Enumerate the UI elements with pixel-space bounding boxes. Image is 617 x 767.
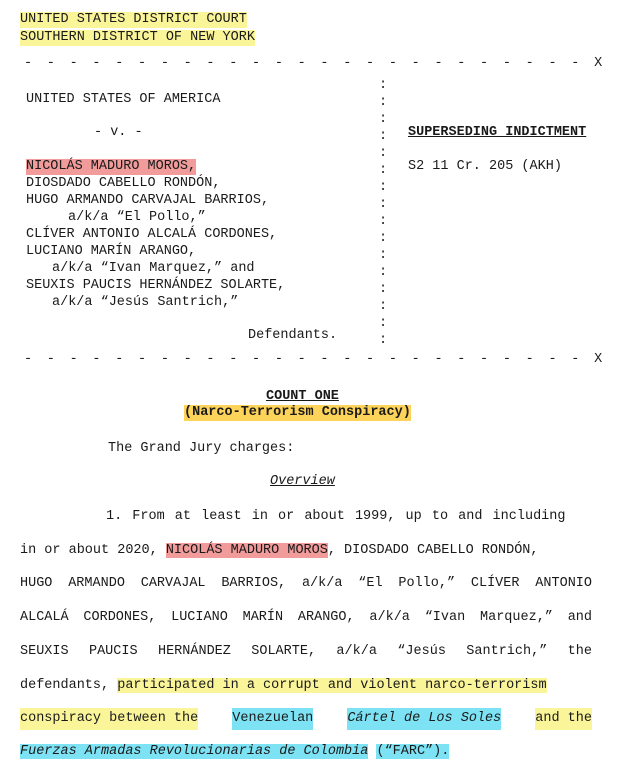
defendant-alias: a/k/a “El Pollo,” [68, 210, 206, 225]
organization-highlight: Venezuelan [232, 708, 313, 730]
versus-label: - v. - [94, 125, 143, 140]
court-name-line1: UNITED STATES DISTRICT COURT [20, 12, 247, 27]
defendant-name: HUGO ARMANDO CARVAJAL BARRIOS, [26, 193, 270, 208]
document-type: SUPERSEDING INDICTMENT [408, 125, 587, 140]
case-number: S2 11 Cr. 205 (AKH) [408, 159, 562, 174]
caption-rule-bottom: - - - - - - - - - - - - - - - - - - - - - - - - - X [24, 352, 606, 367]
paragraph-line: SEUXIS PAUCIS HERNÁNDEZ SOLARTE, a/k/a “Jesús Santrich,” the [20, 644, 592, 659]
defendant-alias: a/k/a “Ivan Marquez,” and [52, 261, 255, 276]
plaintiff-name: UNITED STATES OF AMERICA [26, 92, 221, 107]
section-heading: Overview [270, 474, 335, 489]
paragraph-line: 1. From at least in or about 1999, up to and including [106, 509, 566, 524]
defendant-name-highlight: NICOLÁS MADURO MOROS [165, 543, 328, 558]
defendant-name: DIOSDADO CABELLO RONDÓN, [26, 176, 221, 191]
count-title: COUNT ONE [266, 389, 339, 404]
organization-acronym: (“FARC”). [376, 744, 450, 759]
conspiracy-highlight: participated in a corrupt and violent narco-terrorism [117, 678, 547, 693]
defendant-name: LUCIANO MARÍN ARANGO, [26, 244, 197, 259]
paragraph-line: HUGO ARMANDO CARVAJAL BARRIOS, a/k/a “El Pollo,” CLÍVER ANTONIO [20, 576, 592, 591]
cartel-name: Cártel de Los Soles [347, 708, 501, 730]
paragraph-line: ALCALÁ CORDONES, LUCIANO MARÍN ARANGO, a/k/a “Ivan Marquez,” and [20, 610, 592, 625]
paragraph-line [20, 708, 592, 730]
defendant-alias: a/k/a “Jesús Santrich,” [52, 295, 239, 310]
conspiracy-highlight: and the [535, 708, 592, 730]
paragraph-line: defendants, participated in a corrupt and violent narco-terrorism [20, 678, 547, 693]
grand-jury-charges: The Grand Jury charges: [108, 441, 295, 456]
paragraph-line: in or about 2020, NICOLÁS MADURO MOROS, DIOSDADO CABELLO RONDÓN, [20, 543, 539, 558]
defendant-name: CLÍVER ANTONIO ALCALÁ CORDONES, [26, 227, 278, 242]
defendant-name: NICOLÁS MADURO MOROS, [26, 159, 197, 174]
caption-rule-top: - - - - - - - - - - - - - - - - - - - - - - - - - X [24, 56, 606, 71]
defendants-label: Defendants. [248, 328, 338, 343]
conspiracy-highlight: conspiracy between the [20, 708, 198, 730]
court-name-line2: SOUTHERN DISTRICT OF NEW YORK [20, 30, 255, 45]
count-subtitle: (Narco-Terrorism Conspiracy) [184, 405, 411, 420]
organization-name: Fuerzas Armadas Revolucionarias de Colombia [20, 744, 369, 759]
paragraph-line [20, 741, 592, 763]
defendant-name: SEUXIS PAUCIS HERNÁNDEZ SOLARTE, [26, 278, 286, 293]
